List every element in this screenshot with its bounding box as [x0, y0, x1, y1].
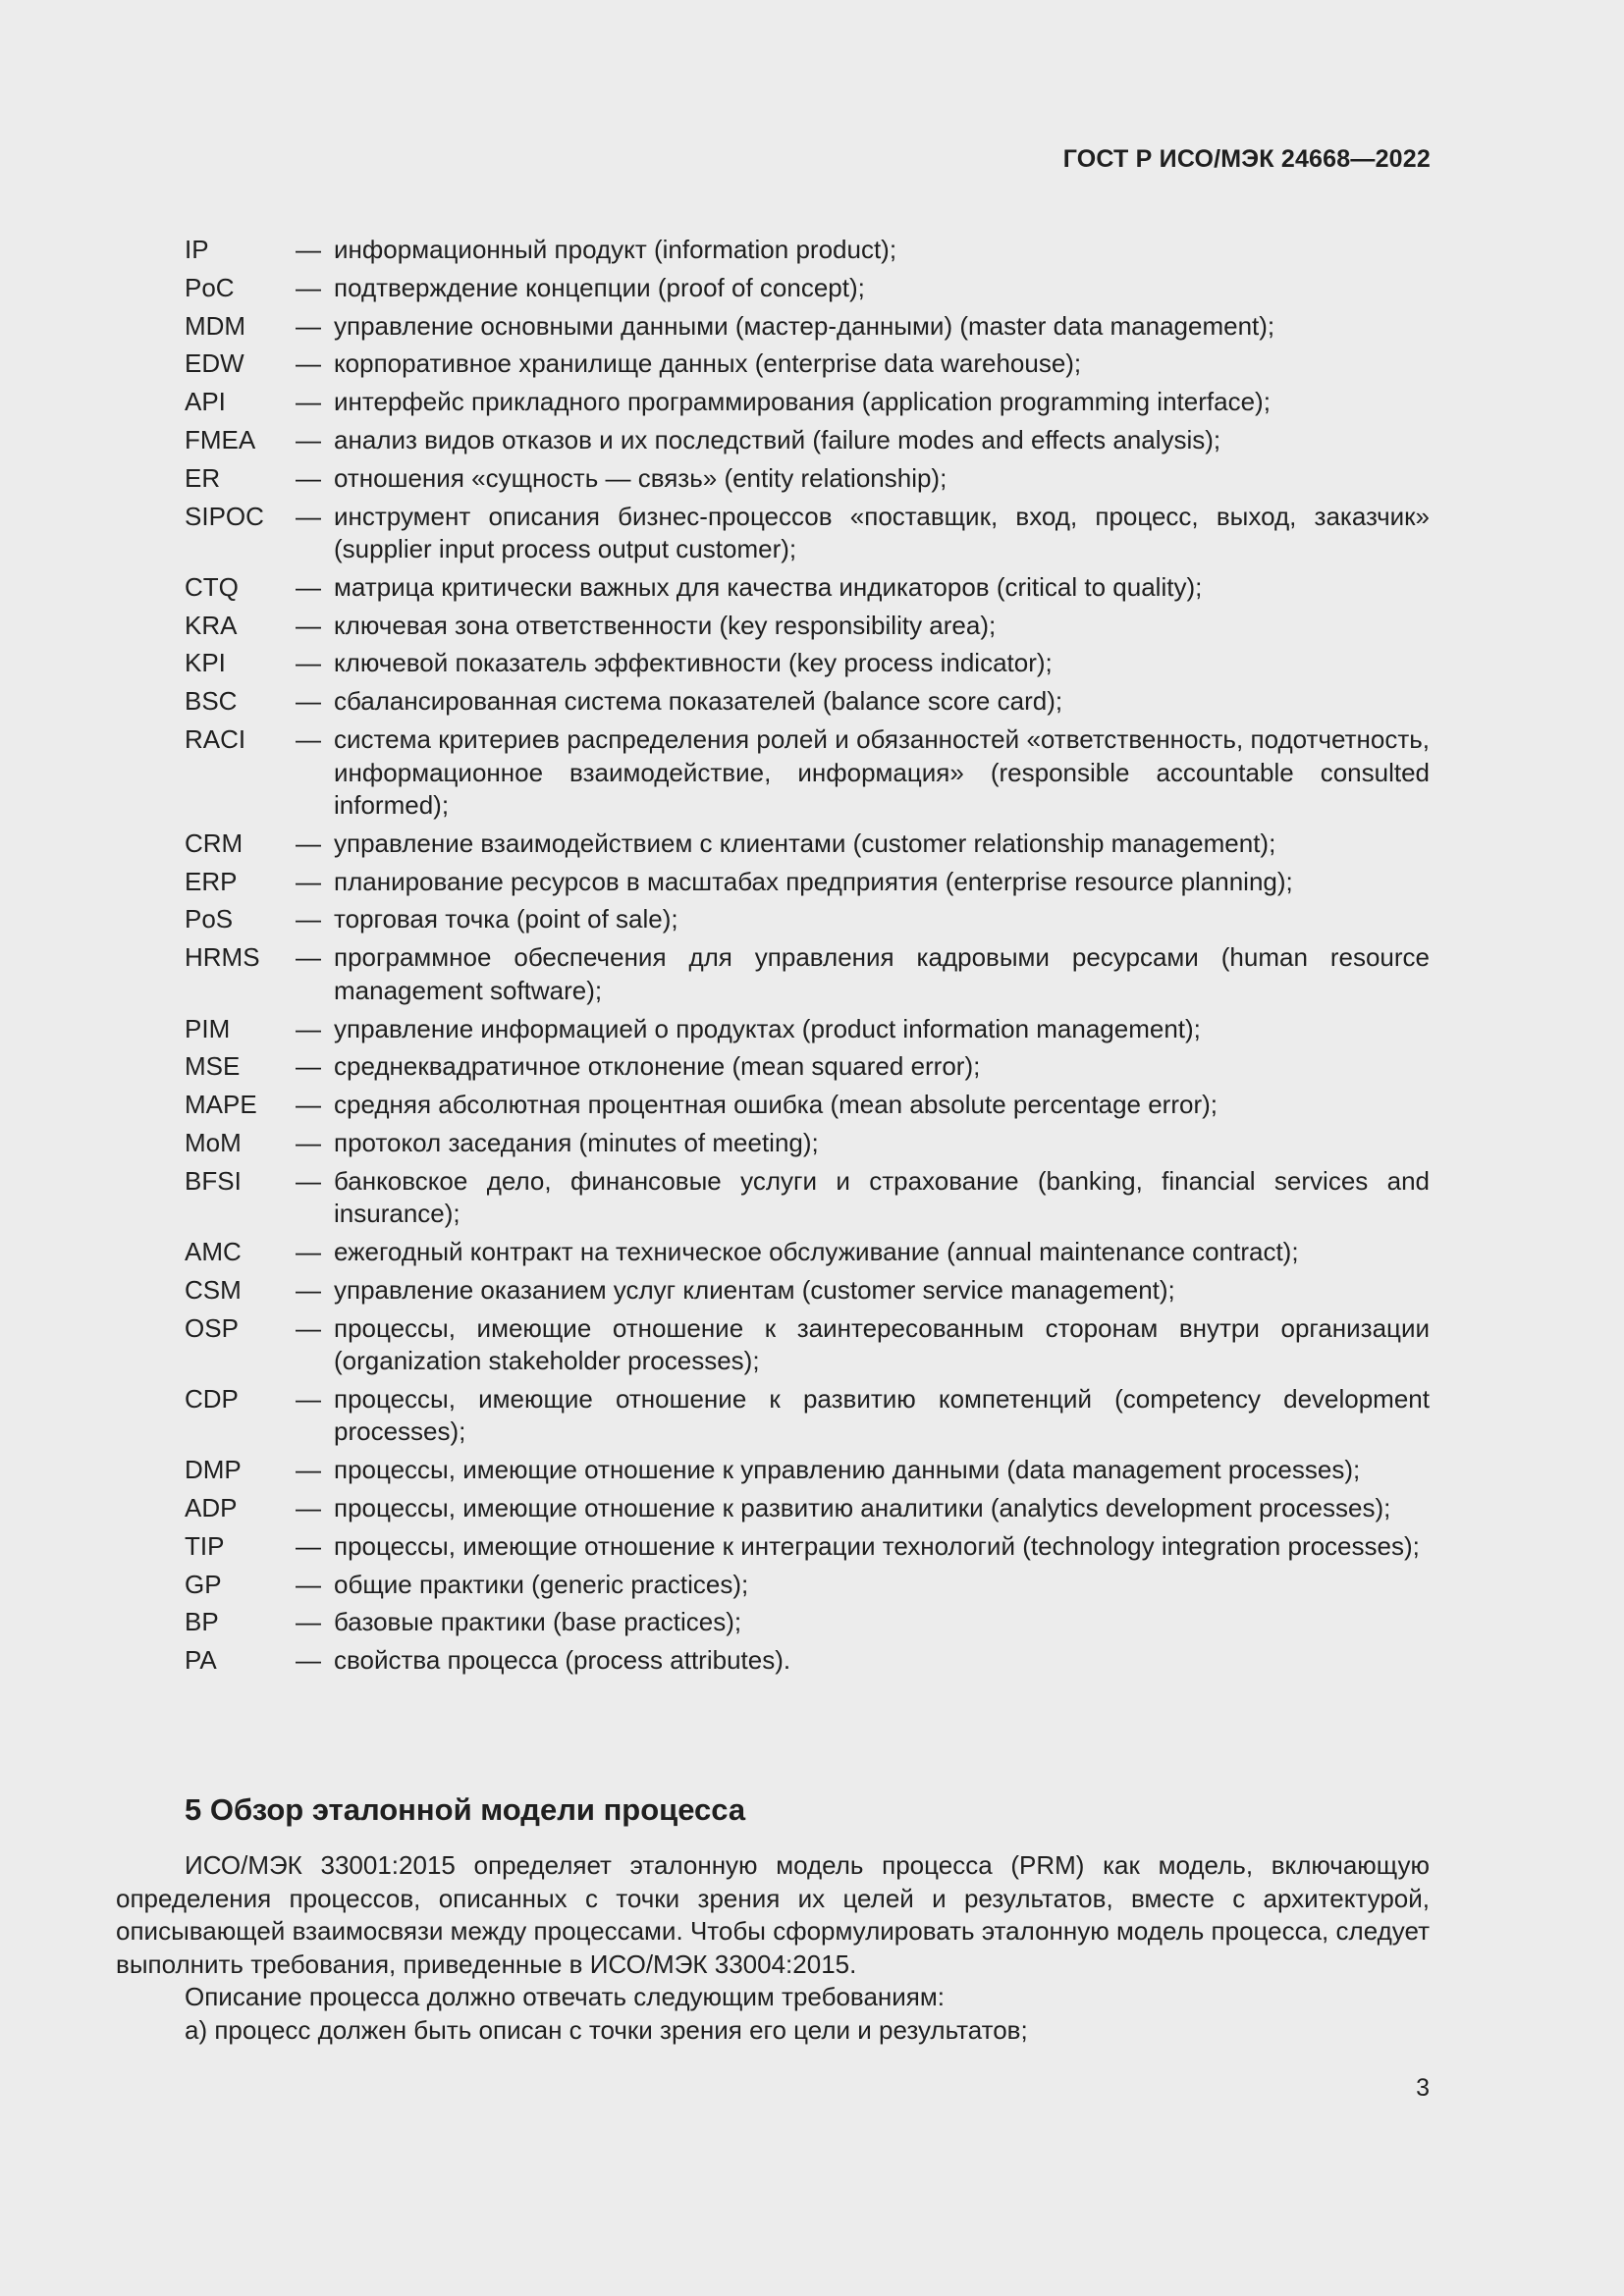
abbreviation-dash: — [296, 501, 321, 531]
abbreviation-code: FMEA [185, 424, 256, 454]
abbreviation-row [185, 1530, 1430, 1564]
abbreviation-definition: отношения «сущность — связь» (entity relationship); [334, 462, 947, 493]
abbreviation-definition: управление оказанием услуг клиентам (customer service management); [334, 1274, 1175, 1305]
abbreviation-code: PoS [185, 904, 234, 934]
abbreviation-dash: — [296, 1607, 321, 1637]
abbreviation-row [185, 1492, 1430, 1525]
abbreviation-code: MAPE [185, 1090, 257, 1120]
abbreviation-row [185, 685, 1430, 719]
abbreviation-row [185, 1606, 1430, 1639]
abbreviation-code: KPI [185, 648, 226, 678]
abbreviation-definition: базовые практики (base practices); [334, 1607, 742, 1637]
abbreviation-code: RACI [185, 724, 246, 755]
page-number: 3 [1416, 2074, 1430, 2102]
abbreviation-dash: — [296, 724, 321, 755]
abbreviation-dash: — [296, 828, 321, 858]
abbreviation-dash: — [296, 648, 321, 678]
abbreviation-code: MSE [185, 1051, 241, 1082]
abbreviation-definition: планирование ресурсов в масштабах предприятия (enterprise resource planning); [334, 866, 1293, 896]
abbreviation-dash: — [296, 462, 321, 493]
abbreviation-code: OSP [185, 1312, 239, 1343]
abbreviation-code: ERP [185, 866, 238, 896]
abbreviation-row [185, 1165, 1430, 1231]
abbreviation-code: PA [185, 1645, 217, 1676]
abbreviation-dash: — [296, 1274, 321, 1305]
abbreviation-dash: — [296, 1165, 321, 1196]
section-body [116, 1849, 1430, 2047]
abbreviation-dash: — [296, 571, 321, 602]
abbreviation-dash: — [296, 1569, 321, 1599]
abbreviation-code: PoC [185, 272, 235, 302]
abbreviation-dash: — [296, 1493, 321, 1523]
abbreviation-code: BFSI [185, 1165, 242, 1196]
abbreviation-definition: инструмент описания бизнес-процессов «поставщик, вход, процесс, выход, заказчик» (supplier input process output customer); [334, 501, 1430, 564]
abbreviation-code: IP [185, 235, 209, 264]
abbreviation-definition: программное обеспечения для управления кадровыми ресурсами (human resource management software); [334, 942, 1430, 1005]
abbreviation-definition: управление взаимодействием с клиентами (customer relationship management); [334, 828, 1276, 858]
abbreviation-code: HRMS [185, 942, 260, 973]
abbreviation-code: BSC [185, 686, 238, 717]
abbreviation-definition: информационный продукт (information product); [334, 235, 897, 264]
abbreviation-dash: — [296, 1013, 321, 1043]
abbreviation-code: BP [185, 1607, 219, 1637]
abbreviation-dash: — [296, 387, 321, 417]
abbreviation-definition: анализ видов отказов и их последствий (failure modes and effects analysis); [334, 424, 1221, 454]
abbreviation-row [185, 501, 1430, 566]
abbreviation-dash: — [296, 1383, 321, 1414]
abbreviation-definition: общие практики (generic practices); [334, 1569, 749, 1599]
abbreviation-dash: — [296, 610, 321, 640]
abbreviation-row [185, 941, 1430, 1007]
abbreviation-code: KRA [185, 610, 238, 640]
abbreviation-definition: ключевая зона ответственности (key responsibility area); [334, 610, 997, 640]
abbreviation-code: TIP [185, 1530, 225, 1561]
abbreviation-code: EDW [185, 348, 244, 379]
abbreviation-code: MoM [185, 1127, 242, 1157]
abbreviation-code: CTQ [185, 571, 239, 602]
abbreviation-dash: — [296, 1312, 321, 1343]
abbreviation-definition: среднеквадратичное отклонение (mean squared error); [334, 1051, 981, 1082]
list-item: а) процесс должен быть описан с точки зрения его цели и результатов; [185, 2014, 1028, 2045]
abbreviation-definition: управление информацией о продуктах (product information management); [334, 1013, 1201, 1043]
abbreviation-dash: — [296, 310, 321, 341]
abbreviation-code: CSM [185, 1274, 242, 1305]
abbreviation-definition: процессы, имеющие отношение к развитию аналитики (analytics development processes); [334, 1493, 1391, 1523]
abbreviation-row [185, 1454, 1430, 1487]
abbreviation-row [185, 1274, 1430, 1308]
abbreviation-row [185, 1644, 1430, 1678]
abbreviation-row [185, 610, 1430, 643]
abbreviation-code: GP [185, 1569, 222, 1599]
abbreviation-code: ADP [185, 1493, 238, 1523]
abbreviation-code: CRM [185, 828, 244, 858]
abbreviation-definition: управление основными данными (мастер-данными) (master data management); [334, 310, 1275, 341]
abbreviation-code: AMC [185, 1237, 242, 1267]
abbreviation-row [185, 1089, 1430, 1122]
abbreviation-row [185, 272, 1430, 305]
abbreviation-row [185, 1013, 1430, 1046]
abbreviation-definition: процессы, имеющие отношение к управлению данными (data management processes); [334, 1455, 1361, 1485]
abbreviation-dash: — [296, 1237, 321, 1267]
abbreviation-row [185, 347, 1430, 381]
abbreviation-definition: интерфейс прикладного программирования (application programming interface); [334, 387, 1271, 417]
abbreviation-dash: — [296, 1455, 321, 1485]
abbreviation-definition: свойства процесса (process attributes). [334, 1645, 791, 1676]
abbreviation-dash: — [296, 866, 321, 896]
abbreviation-dash: — [296, 942, 321, 973]
abbreviation-definition: средняя абсолютная процентная ошибка (mean absolute percentage error); [334, 1090, 1218, 1120]
abbreviation-code: CDP [185, 1383, 239, 1414]
abbreviation-dash: — [296, 235, 321, 264]
abbreviation-code: SIPOC [185, 501, 264, 531]
abbreviation-row [185, 1569, 1430, 1602]
abbreviation-row [185, 723, 1430, 823]
abbreviation-definition: процессы, имеющие отношение к заинтересованным сторонам внутри организации (organization stakeholder processes); [334, 1312, 1430, 1376]
abbreviation-code: MDM [185, 310, 246, 341]
paragraph: ИСО/МЭК 33001:2015 определяет эталонную модель процесса (PRM) как модель, включающую определения процессов, описанных с точки зрения их целей и результатов, вместе с архитектурой, описывающей взаимосвязи между процессами. Чтобы сформулировать эталонную модель процесса, следует выполнить требования, приведенные в ИСО/МЭК 33004:2015. [116, 1850, 1430, 1979]
page-header-standard-id: ГОСТ Р ИСО/МЭК 24668—2022 [1062, 145, 1431, 173]
section-heading: 5 Обзор эталонной модели процесса [185, 1792, 746, 1827]
abbreviations-list [185, 234, 1430, 1682]
abbreviation-dash: — [296, 272, 321, 302]
abbreviation-dash: — [296, 1051, 321, 1082]
abbreviation-row [185, 310, 1430, 344]
abbreviation-row [185, 903, 1430, 936]
abbreviation-row [185, 1050, 1430, 1084]
abbreviation-code: PIM [185, 1013, 231, 1043]
abbreviation-dash: — [296, 348, 321, 379]
abbreviation-code: DMP [185, 1455, 242, 1485]
abbreviation-definition: процессы, имеющие отношение к интеграции технологий (technology integration processes); [334, 1530, 1420, 1561]
abbreviation-definition: корпоративное хранилище данных (enterprise data warehouse); [334, 348, 1082, 379]
abbreviation-definition: процессы, имеющие отношение к развитию компетенций (competency development processes); [334, 1383, 1430, 1447]
abbreviation-definition: ежегодный контракт на техническое обслуживание (annual maintenance contract); [334, 1237, 1299, 1267]
abbreviation-row [185, 462, 1430, 496]
abbreviation-code: API [185, 387, 226, 417]
abbreviation-row [185, 1383, 1430, 1449]
abbreviation-dash: — [296, 1645, 321, 1676]
abbreviation-definition: подтверждение концепции (proof of concept); [334, 272, 865, 302]
paragraph: Описание процесса должно отвечать следующим требованиям: [185, 1982, 945, 2011]
abbreviation-definition: ключевой показатель эффективности (key process indicator); [334, 648, 1053, 678]
abbreviation-row [185, 234, 1430, 267]
abbreviation-row [185, 1127, 1430, 1160]
abbreviation-dash: — [296, 904, 321, 934]
abbreviation-definition: протокол заседания (minutes of meeting); [334, 1127, 819, 1157]
abbreviation-dash: — [296, 1090, 321, 1120]
abbreviation-definition: сбалансированная система показателей (balance score card); [334, 686, 1063, 717]
abbreviation-dash: — [296, 1127, 321, 1157]
abbreviation-row [185, 647, 1430, 680]
abbreviation-row [185, 424, 1430, 457]
abbreviation-dash: — [296, 686, 321, 717]
abbreviation-definition: система критериев распределения ролей и обязанностей «ответственность, подотчетность, информационное взаимодействие, информация» (responsible accountable consulted informed); [334, 724, 1430, 821]
abbreviation-row [185, 1312, 1430, 1378]
abbreviation-row [185, 386, 1430, 419]
abbreviation-row [185, 866, 1430, 899]
abbreviation-dash: — [296, 424, 321, 454]
abbreviation-definition: банковское дело, финансовые услуги и страхование (banking, financial services and insurance); [334, 1165, 1430, 1229]
abbreviation-definition: матрица критически важных для качества индикаторов (critical to quality); [334, 571, 1203, 602]
abbreviation-definition: торговая точка (point of sale); [334, 904, 678, 934]
abbreviation-row [185, 571, 1430, 605]
abbreviation-code: ER [185, 462, 221, 493]
abbreviation-dash: — [296, 1530, 321, 1561]
abbreviation-row [185, 1236, 1430, 1269]
abbreviation-row [185, 828, 1430, 861]
